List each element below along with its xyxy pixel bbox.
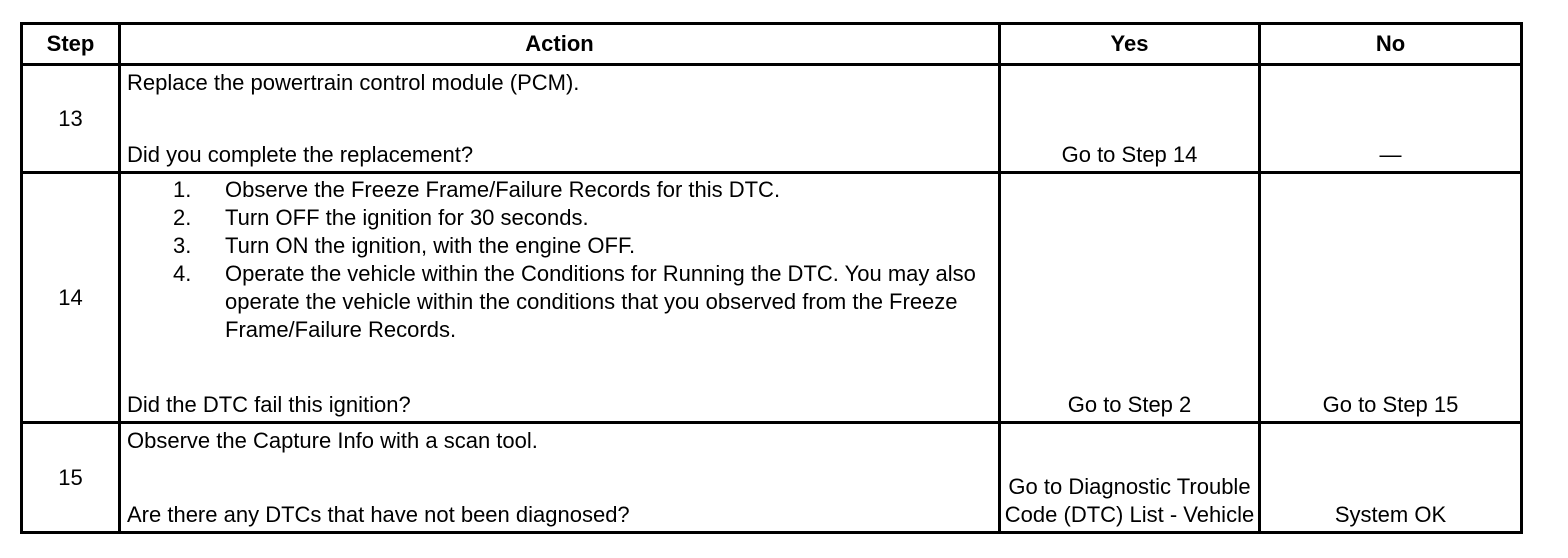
step-number: 13 bbox=[22, 65, 120, 173]
action-cell bbox=[120, 65, 1000, 173]
list-number: 1. bbox=[173, 177, 192, 202]
action-question: Are there any DTCs that have not been diagnosed? bbox=[127, 502, 630, 527]
header-no: No bbox=[1260, 24, 1522, 65]
list-number: 2. bbox=[173, 205, 192, 230]
yes-result: Go to Diagnostic Trouble Code (DTC) List - Vehicle bbox=[1000, 423, 1260, 533]
procedure-list bbox=[173, 176, 990, 344]
list-text: Operate the vehicle within the Conditions for Running the DTC. You may also operate the vehicle within the conditions that you observed from the Freeze Frame/Failure Records. bbox=[225, 261, 976, 342]
diagnostic-table bbox=[20, 22, 1523, 534]
action-instruction: Observe the Capture Info with a scan tool. bbox=[127, 428, 538, 453]
no-result: System OK bbox=[1260, 423, 1522, 533]
no-result: — bbox=[1260, 65, 1522, 173]
step-number: 14 bbox=[22, 173, 120, 423]
table-row bbox=[22, 423, 1522, 533]
action-instruction: Replace the powertrain control module (PCM). bbox=[127, 70, 580, 95]
header-step: Step bbox=[22, 24, 120, 65]
list-text: Observe the Freeze Frame/Failure Records for this DTC. bbox=[225, 177, 781, 202]
action-cell bbox=[120, 423, 1000, 533]
list-text: Turn OFF the ignition for 30 seconds. bbox=[225, 205, 589, 230]
list-item bbox=[173, 232, 990, 260]
list-number: 4. bbox=[173, 261, 192, 286]
yes-result: Go to Step 2 bbox=[1000, 173, 1260, 423]
yes-result: Go to Step 14 bbox=[1000, 65, 1260, 173]
header-action: Action bbox=[120, 24, 1000, 65]
action-question: Did the DTC fail this ignition? bbox=[127, 392, 411, 417]
list-item bbox=[173, 260, 990, 344]
action-cell bbox=[120, 173, 1000, 423]
list-item bbox=[173, 176, 990, 204]
table-row bbox=[22, 65, 1522, 173]
list-text: Turn ON the ignition, with the engine OFF. bbox=[225, 233, 636, 258]
header-row bbox=[22, 24, 1522, 65]
table-row bbox=[22, 173, 1522, 423]
header-yes: Yes bbox=[1000, 24, 1260, 65]
action-question: Did you complete the replacement? bbox=[127, 142, 474, 167]
no-result: Go to Step 15 bbox=[1260, 173, 1522, 423]
list-number: 3. bbox=[173, 233, 192, 258]
list-item bbox=[173, 204, 990, 232]
step-number: 15 bbox=[22, 423, 120, 533]
